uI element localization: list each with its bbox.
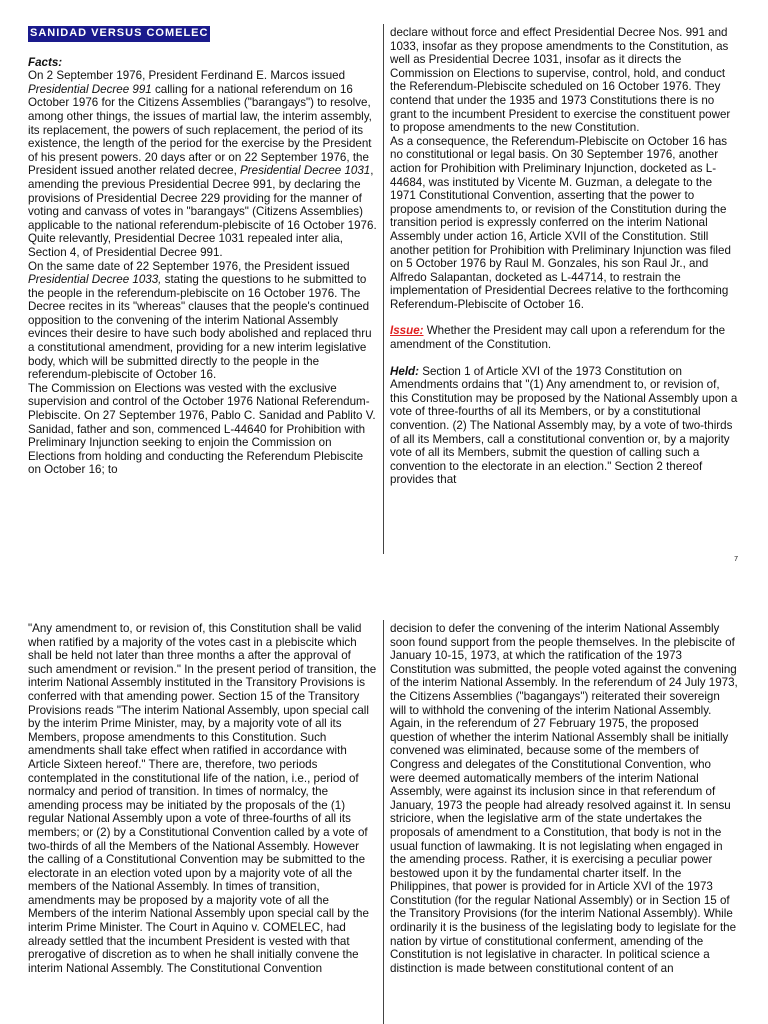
bottom-left-column (28, 622, 378, 975)
facts-paragraph-1: On 2 September 1976, President Ferdinand E. Marcos issued Presidential Decree 991 calling for a national referendum on 16 October 1976 for the Citizens Assemblies ("barangays") to resolve, among other things, the issues of martial law, the interim assembly, its replacement, the powers of such replacement, the period of its existence, the length of the period for the exercise by the President of his present powers. 20 days after or on 22 September 1976, the President issued another related decree, Presidential Decree 1031, amending the previous Presidential Decree 991, by declaring the provisions of Presidential Decree 229 providing for the manner of voting and canvass of votes in "barangays" (Citizens Assemblies) applicable to the national referendum-plebiscite of 16 October 1976. Quite relevantly, Presidential Decree 1031 repealed inter alia, Section 4, of Presidential Decree 991. (28, 69, 377, 259)
facts-paragraph-4: declare without force and effect Presidential Decree Nos. 991 and 1033, insofar as they propose amendments to the Constitution, as well as Presidential Decree 1031, insofar as it directs the Commission on Elections to supervise, control, hold, and conduct the Referendum-Plebiscite scheduled on 16 October 1976. They contend that under the 1935 and 1973 Constitutions there is no grant to the incumbent President to exercise the constituent power to propose amendments to the new Constitution. (390, 26, 731, 135)
top-right-column (390, 26, 738, 487)
issue-label: Issue: (390, 324, 424, 338)
case-title: SANIDAD VERSUS COMELEC (28, 26, 210, 42)
held-label: Held: (390, 364, 419, 378)
top-left-column (28, 26, 378, 477)
page-bottom (0, 600, 768, 1024)
facts-paragraph-3: The Commission on Elections was vested with the exclusive supervision and control of the October 1976 National Referendum-Plebiscite. On 27 September 1976, Pablo C. Sanidad and Pablito V. Sanidad, father and son, commenced L-44640 for Prohibition with Preliminary Injunction seeking to enjoin the Commission on Elections from holding and conducting the Referendum Plebiscite on October 16; to (28, 381, 376, 477)
bottom-right-text: decision to defer the convening of the interim National Assembly soon found support from the people themselves. In the plebiscite of January 10-15, 1973, at which the ratification of the 1973 Constitution was submitted, the people voted against the convening of the interim National Assembly. In the referendum of 24 July 1973, the Citizens Assemblies ("bagangays") reiterated their sovereign will to withhold the convening of the interim National Assembly. Again, in the referendum of 27 February 1975, the proposed question of whether the interim National Assembly shall be initially convened was eliminated, because some of the members of Congress and delegates of the Constitutional Convention, who were deemed automatically members of the interim National Assembly, were against its inclusion since in that referendum of January, 1973 the people had already resolved against it. In sensu striciore, when the legislative arm of the state undertakes the proposals of amendment to a Constitution, that body is not in the usual function of lawmaking. It is not legislating when engaged in the amending process. Rather, it is exercising a peculiar power bestowed upon it by the fundamental charter itself. In the Philippines, that power is provided for in Article XVI of the 1973 Constitution (for the regular National Assembly) or in Section 15 of the Transitory Provisions (for the interim National Assembly). While ordinarily it is the business of the legislating body to legislate for the nation by virtue of constitutional conferment, amending of the Constitution is not legislative in character. In political science a distinction is made between constitutional content of an (390, 622, 738, 975)
facts-paragraph-2: On the same date of 22 September 1976, the President issued Presidential Decree 1033, stating the questions to he submitted to the people in the referendum-plebiscite on 16 October 1976. The Decree recites in its "whereas" clauses that the people's continued opposition to the convening of the interim National Assembly evinces their desire to have such body abolished and replaced thru a constitutional amendment, providing for a new interim legislative body, which will be submitted directly to the people in the referendum-plebiscite of October 16. (28, 259, 372, 382)
bottom-left-text: "Any amendment to, or revision of, this Constitution shall be valid when ratified by a majority of the votes cast in a plebiscite which shall be held not later than three months a after the approval of such amendment or revision." In the present period of transition, the interim National Assembly instituted in the Transitory Provisions is conferred with that amending power. Section 15 of the Transitory Provisions reads "The interim National Assembly, upon special call by the interim Prime Minister, may, by a majority vote of all its Members, propose amendments to this Constitution. Such amendments shall take effect when ratified in accordance with Article Sixteen hereof." There are, therefore, two periods contemplated in the constitutional life of the nation, i.e., period of normalcy and period of transition. In times of normalcy, the amending process may be initiated by the proposals of the (1) regular National Assembly upon a vote of three-fourths of all its members; or (2) by a Constitutional Convention called by a vote of two-thirds of all the Members of the National Assembly. However the calling of a Constitutional Convention may be submitted to the electorate in an election voted upon by a majority vote of all the members of the National Assembly. In times of transition, amendments may be proposed by a majority vote of all the Members of the interim National Assembly upon special call by the interim Prime Minister. The Court in Aquino v. COMELEC, had already settled that the incumbent President is vested with that prerogative of discretion as to when he shall initially convene the interim National Assembly. The Constitutional Convention (28, 622, 377, 975)
page-number: 7 (734, 556, 738, 563)
held-paragraph: Held: Section 1 of Article XVI of the 1973 Constitution on Amendments ordains that "(1) Any amendment to, or revision of, this Constitution may be proposed by the National Assembly upon a vote of three-fourths of all its Members, or by a constitutional convention. (2) The National Assembly may, by a vote of two-thirds of all its Members, call a constitutional convention or, by a majority vote of all its Members, submit the question of calling such a convention to the electorate in an election." Section 2 thereof provides that (390, 364, 738, 487)
facts-label: Facts: (28, 55, 63, 69)
facts-paragraph-5: As a consequence, the Referendum-Plebiscite on October 16 has no constitutional or legal basis. On 30 September 1976, another action for Prohibition with Preliminary Injunction, docketed as L-44684, was instituted by Vicente M. Guzman, a delegate to the 1971 Constitutional Convention, asserting that the power to propose amendments to, or revision of the Constitution during the transition period is expressly conferred on the interim National Assembly under action 16, Article XVII of the Constitution. Still another petition for Prohibition with Preliminary Injunction was filed on 5 October 1976 by Raul M. Gonzales, his son Raul Jr., and Alfredo Salapantan, docketed as L-44714, to restrain the implementation of Presidential Decrees relative to the forthcoming Referendum-Plebiscite of October 16. (390, 134, 731, 311)
issue-paragraph: Issue: Whether the President may call upon a referendum for the amendment of the Constitution. (390, 324, 726, 352)
column-divider (383, 620, 384, 1024)
bottom-right-column (390, 622, 738, 975)
column-divider (383, 24, 384, 554)
